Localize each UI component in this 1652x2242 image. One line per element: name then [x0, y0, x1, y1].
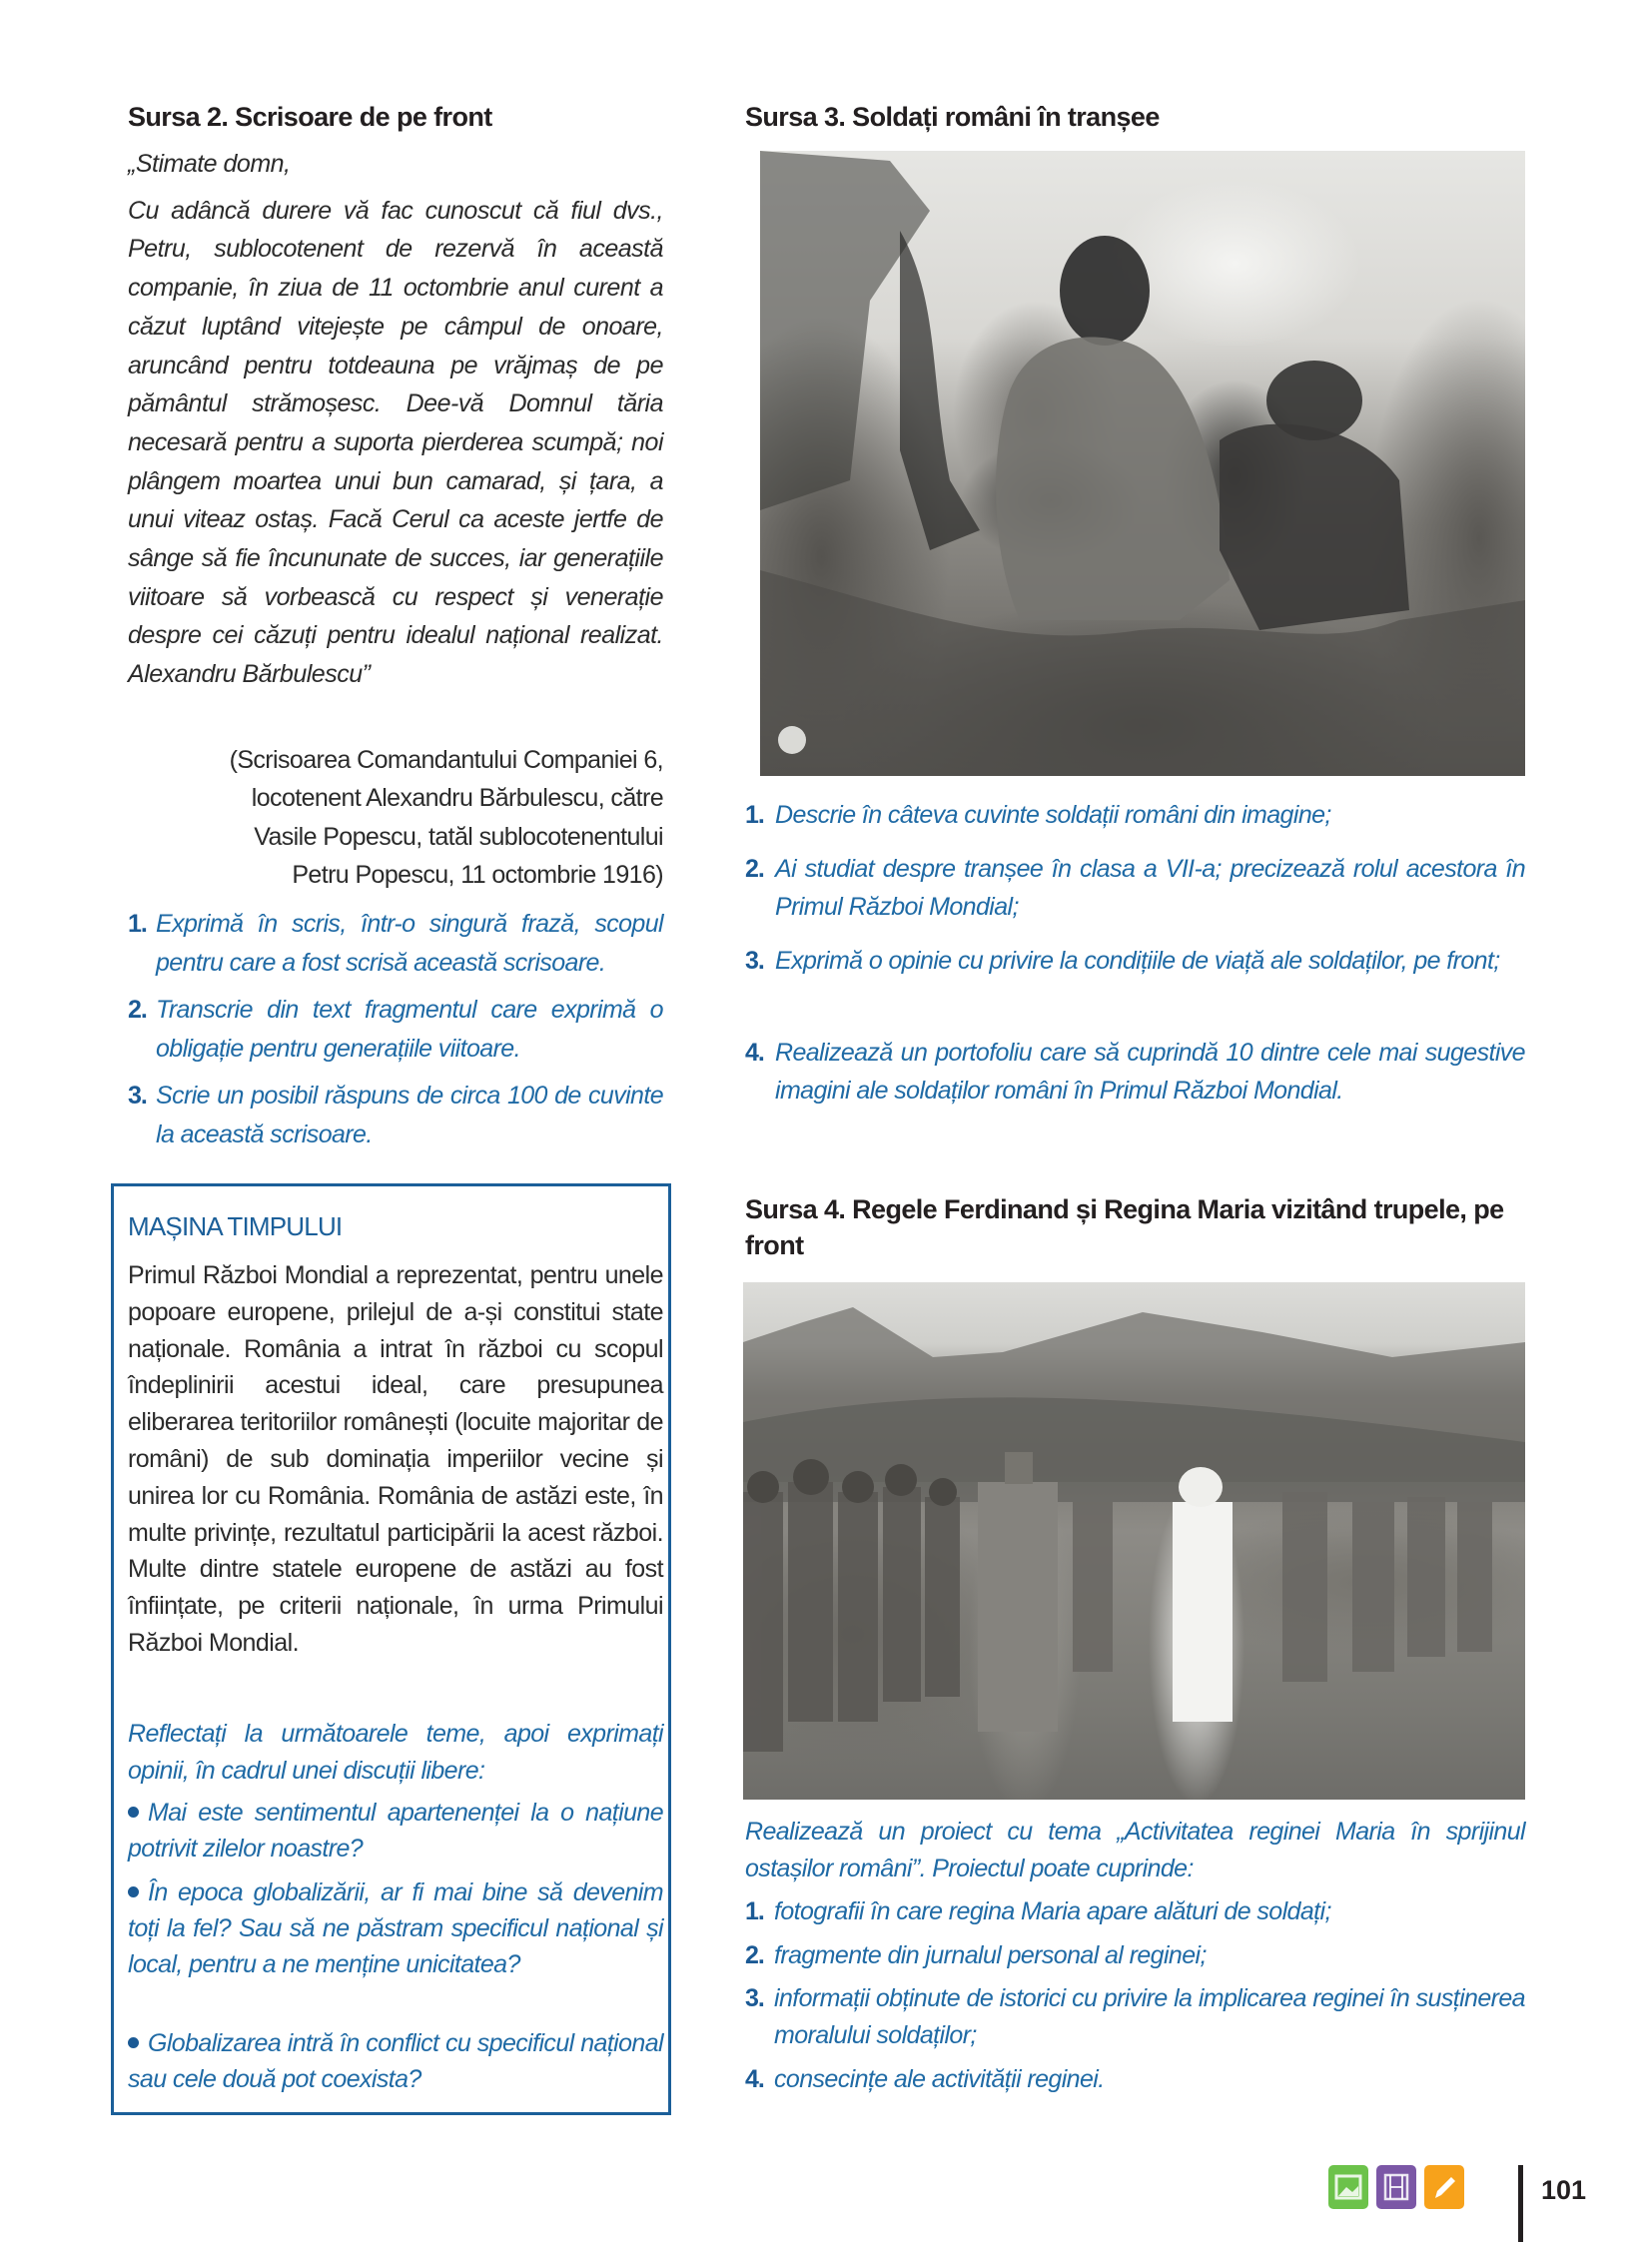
project-item-4: [745, 2061, 1525, 2098]
citation-line: (Scrisoarea Comandantului Companiei 6,: [229, 746, 663, 774]
page-number-divider: [1518, 2165, 1523, 2242]
citation-line: locotenent Alexandru Bărbulescu, către: [251, 784, 663, 813]
photo-illustration: [760, 151, 1525, 776]
source3-question-2: [745, 851, 1525, 926]
page-number: 101: [1541, 2175, 1587, 2205]
question-number: 3.: [128, 1082, 147, 1110]
bullet-text: Mai este sentimentul apartenenței la o națiune potrivit zilelor noastre?: [128, 1799, 663, 1863]
time-machine-body: Primul Război Mondial a reprezentat, pentru unele popoare europene, prilejul de a-și constitui state naționale. România a intrat în război cu scopul îndeplinirii acestui ideal, care presupunea eliberarea teritoriilor românești (locuite majoritar de români) de sub dominația imperiilor vecine și unirea lor cu România. România de astăzi este, în multe privințe, rezultatul participării la acest război. Multe dintre statele europene de astăzi au fost înființate, pe criterii naționale, în urma Primului Război Mondial.: [128, 1261, 663, 1657]
project-intro-text: Realizează un proiect cu tema „Activitatea reginei Maria în sprijinul ostașilor români”. Proiectul poate cuprinde:: [745, 1818, 1525, 1882]
film-icon[interactable]: [1376, 2165, 1416, 2209]
letter-body: Cu adâncă durere vă fac cunoscut că fiul dvs., Petru, sublocotenent de rezervă în această companie, în ziua de 11 octombrie anul curent a căzut luptând vitejește pe câmpul de onoare, aruncând pentru totdeauna pe vrăjmaș de pe pământul strămoșesc. Dee-vă Domnul tăria necesară pentru a suporta pierderea scumpă; noi plângem moartea unui bun camarad, și țara, a unui viteaz ostaș. Facă Cerul ca aceste jertfe de sânge să fie încununate de succes, iar generațiile viitoare să vorbească cu respect și venerație despre cei căzuți pentru idealul național realizat. Alexandru Bărbulescu”: [128, 196, 663, 689]
source3-title: Sursa 3. Soldați români în tranșee: [745, 102, 1160, 132]
image-icon[interactable]: [1328, 2165, 1368, 2209]
project-item-3: [745, 1980, 1525, 2054]
item-text: informații obținute de istorici cu privire la implicarea reginei în susținerea moralului soldaților;: [774, 1984, 1525, 2049]
question-number: 3.: [745, 947, 764, 975]
time-machine-heading: MAȘINA TIMPULUI: [128, 1211, 343, 1241]
photo-illustration: [743, 1282, 1525, 1800]
letter-salutation: „Stimate domn,: [128, 150, 291, 178]
project-intro: [745, 1814, 1525, 1887]
question-text: Ai studiat despre tranșee în clasa a VII-a; precizează rolul acestora în Primul Război Mondial;: [775, 855, 1525, 921]
bullet-dot-icon: [128, 1807, 139, 1818]
pencil-icon[interactable]: [1424, 2165, 1464, 2209]
question-number: 4.: [745, 1039, 764, 1067]
source2-title: Sursa 2. Scrisoare de pe front: [128, 102, 492, 132]
discussion-bullet-1: [128, 1795, 663, 1867]
item-text: consecințe ale activității reginei.: [774, 2065, 1105, 2093]
king-queen-visiting-troops-photo: [743, 1282, 1525, 1800]
letter-text: [128, 145, 663, 694]
trench-soldiers-photo: [760, 151, 1525, 776]
source3-question-1: [745, 797, 1525, 835]
source3-question-4: [745, 1035, 1525, 1111]
time-machine-prompt: Reflectați la următoarele teme, apoi exprimați opinii, în cadrul unei discuții libere:: [128, 1720, 663, 1785]
question-number: 2.: [128, 996, 147, 1024]
item-number: 2.: [745, 1941, 764, 1969]
discussion-bullet-3: [128, 2025, 663, 2097]
item-number: 1.: [745, 1897, 764, 1925]
question-text: Exprimă în scris, într-o singură frază, scopul pentru care a fost scrisă această scrisoare.: [156, 910, 663, 977]
bullet-text: Globalizarea intră în conflict cu specificul național sau cele două pot coexista?: [128, 2029, 663, 2093]
project-item-2: [745, 1937, 1525, 1974]
source3-question-3: [745, 943, 1525, 981]
source2-question-3: [128, 1077, 663, 1153]
question-number: 1.: [745, 801, 764, 829]
citation-line: Petru Popescu, 11 octombrie 1916): [292, 860, 663, 889]
question-text: Exprimă o opinie cu privire la condițiile de viață ale soldaților, pe front;: [775, 947, 1500, 975]
question-text: Transcrie din text fragmentul care exprimă o obligație pentru generațiile viitoare.: [156, 996, 663, 1063]
question-text: Scrie un posibil răspuns de circa 100 de cuvinte la această scrisoare.: [156, 1082, 663, 1148]
question-text: Realizează un portofoliu care să cuprindă 10 dintre cele mai sugestive imagini ale soldaților români în Primul Război Mondial.: [775, 1039, 1525, 1105]
item-text: fragmente din jurnalul personal al reginei;: [774, 1941, 1207, 1969]
bullet-dot-icon: [128, 1886, 139, 1897]
bullet-text: În epoca globalizării, ar fi mai bine să devenim toți la fel? Sau să ne păstram specificul național și local, pentru a ne menține unicitatea?: [128, 1878, 663, 1978]
source4-title: Sursa 4. Regele Ferdinand și Regina Maria vizitând trupele, pe front: [745, 1194, 1504, 1260]
bullet-dot-icon: [128, 2037, 139, 2048]
citation-line: Vasile Popescu, tatăl sublocotenentului: [254, 822, 663, 851]
question-number: 2.: [745, 855, 764, 883]
question-text: Descrie în câteva cuvinte soldații români din imagine;: [775, 801, 1331, 829]
item-number: 3.: [745, 1984, 764, 2012]
item-text: fotografii în care regina Maria apare alături de soldați;: [774, 1897, 1331, 1925]
letter-citation: [128, 741, 663, 894]
item-number: 4.: [745, 2065, 764, 2093]
project-item-1: [745, 1893, 1525, 1930]
question-number: 1.: [128, 910, 147, 938]
source2-question-2: [128, 991, 663, 1068]
source2-question-1: [128, 905, 663, 982]
discussion-bullet-2: [128, 1874, 663, 1982]
